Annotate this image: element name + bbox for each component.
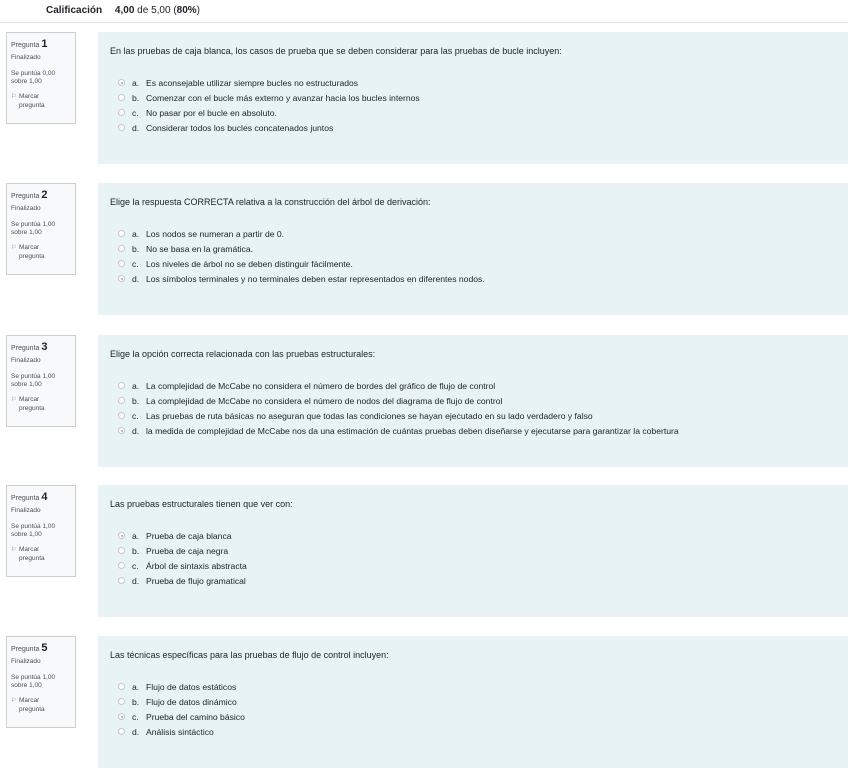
- question-5: [0, 636, 848, 768]
- question-prefix: Pregunta: [11, 495, 40, 502]
- flag-text: [19, 93, 45, 111]
- question-number-value: 3: [41, 341, 48, 353]
- radio-button[interactable]: [118, 230, 125, 237]
- question-info: [6, 32, 76, 124]
- answer-text: Flujo de datos estáticos: [146, 681, 237, 692]
- grade-percent: 80%: [176, 5, 197, 16]
- answer-list: [110, 226, 836, 286]
- question-info: [6, 485, 76, 577]
- flag-line2: pregunta: [19, 404, 45, 412]
- answer-letter: c.: [132, 258, 139, 269]
- answer-text: Los niveles de árbol no se deben distinguir fácilmente.: [146, 258, 353, 269]
- question-number-value: 4: [41, 491, 48, 503]
- answer-option-c[interactable]: [110, 105, 836, 120]
- grade-summary: [0, 0, 848, 23]
- grade-close: ): [196, 5, 201, 16]
- question-grade: [11, 221, 71, 239]
- answer-letter: b.: [132, 92, 140, 103]
- answer-option-b[interactable]: [110, 694, 836, 709]
- question-prefix: Pregunta: [11, 42, 40, 49]
- answer-text: Prueba de flujo gramatical: [146, 575, 246, 586]
- radio-button[interactable]: [118, 275, 125, 282]
- answer-option-d[interactable]: [110, 271, 836, 286]
- answer-text: Prueba de caja negra: [146, 545, 229, 556]
- question-grade-line2: sobre 1,00: [11, 229, 42, 237]
- flag-text: [19, 697, 45, 715]
- answer-option-a[interactable]: [110, 528, 836, 543]
- answer-text: La complejidad de McCabe no considera el número de bordes del gráfico de flujo de control: [146, 380, 496, 391]
- radio-button[interactable]: [118, 94, 125, 101]
- flag-icon: ⚐: [11, 547, 17, 554]
- flag-line1: Marcar: [19, 546, 40, 554]
- question-text: Las pruebas estructurales tienen que ver con:: [110, 499, 293, 509]
- answer-text: Es aconsejable utilizar siempre bucles no estructurados: [146, 77, 359, 88]
- answer-letter: b.: [132, 243, 140, 254]
- answer-letter: a.: [132, 681, 140, 692]
- flag-question-link[interactable]: [11, 93, 71, 111]
- answer-letter: b.: [132, 696, 140, 707]
- flag-icon: ⚐: [11, 698, 17, 705]
- flag-question-link[interactable]: [11, 546, 71, 564]
- question-grade-line1: Se puntúa 0,00: [11, 69, 56, 77]
- question-grade: [11, 674, 71, 692]
- answer-letter: d.: [132, 273, 140, 284]
- radio-button[interactable]: [118, 547, 125, 554]
- flag-question-link[interactable]: [11, 396, 71, 414]
- question-prefix: Pregunta: [11, 646, 40, 653]
- answer-text: Los nodos se numeran a partir de 0.: [146, 228, 285, 239]
- question-state: Finalizado: [11, 657, 41, 665]
- question-number: [11, 37, 71, 52]
- grade-value: 4,00: [114, 5, 135, 16]
- answer-letter: c.: [132, 711, 139, 722]
- answer-list: [110, 75, 836, 135]
- question-grade: [11, 523, 71, 541]
- answer-option-c[interactable]: [110, 558, 836, 573]
- radio-button[interactable]: [118, 698, 125, 705]
- question-number-value: 5: [41, 642, 48, 654]
- answer-option-c[interactable]: [110, 408, 836, 423]
- answer-text: No pasar por el bucle en absoluto.: [146, 107, 277, 118]
- radio-button[interactable]: [118, 683, 125, 690]
- flag-text: [19, 396, 45, 414]
- answer-letter: b.: [132, 395, 140, 406]
- question-state: Finalizado: [11, 506, 41, 514]
- question-state: Finalizado: [11, 204, 41, 212]
- radio-button[interactable]: [118, 532, 125, 539]
- flag-line1: Marcar: [19, 396, 40, 404]
- answer-letter: d.: [132, 122, 140, 133]
- question-content: [98, 32, 848, 164]
- flag-line2: pregunta: [19, 554, 45, 562]
- answer-text: Árbol de sintaxis abstracta: [146, 560, 247, 571]
- question-number: [11, 340, 71, 355]
- answer-letter: a.: [132, 530, 140, 541]
- radio-button[interactable]: [118, 713, 125, 720]
- answer-option-b[interactable]: [110, 393, 836, 408]
- answer-text: Los símbolos terminales y no terminales deben estar representados en diferentes nodos.: [146, 273, 485, 284]
- question-content: [98, 335, 848, 467]
- question-grade-line2: sobre 1,00: [11, 381, 42, 389]
- answer-option-c[interactable]: [110, 256, 836, 271]
- answer-list: [110, 679, 836, 739]
- flag-question-link[interactable]: [11, 244, 71, 262]
- flag-text: [19, 244, 45, 262]
- flag-icon: ⚐: [11, 94, 17, 101]
- question-info: [6, 335, 76, 427]
- radio-button[interactable]: [118, 109, 125, 116]
- answer-list: [110, 378, 836, 438]
- question-grade-line2: sobre 1,00: [11, 78, 42, 86]
- question-1: [0, 32, 848, 164]
- grade-label: Calificación: [46, 5, 103, 16]
- question-grade-line1: Se puntúa 1,00: [11, 220, 56, 228]
- question-text: Elige la opción correcta relacionada con las pruebas estructurales:: [110, 349, 376, 359]
- answer-option-c[interactable]: [110, 709, 836, 724]
- question-info: [6, 636, 76, 728]
- answer-option-b[interactable]: [110, 543, 836, 558]
- question-2: [0, 183, 848, 315]
- question-number: [11, 490, 71, 505]
- radio-button[interactable]: [118, 397, 125, 404]
- radio-button[interactable]: [118, 382, 125, 389]
- question-info: [6, 183, 76, 275]
- question-content: [98, 636, 848, 768]
- question-state: Finalizado: [11, 53, 41, 61]
- grade-out-of: de 5,00 (: [137, 5, 177, 16]
- flag-line1: Marcar: [19, 697, 40, 705]
- flag-icon: ⚐: [11, 245, 17, 252]
- question-grade-line2: sobre 1,00: [11, 682, 42, 690]
- question-number: [11, 641, 71, 656]
- answer-option-a[interactable]: [110, 75, 836, 90]
- radio-button[interactable]: [118, 124, 125, 131]
- question-number-value: 1: [41, 38, 48, 50]
- question-grade-line1: Se puntúa 1,00: [11, 673, 56, 681]
- question-content: [98, 485, 848, 617]
- question-prefix: Pregunta: [11, 345, 40, 352]
- answer-option-a[interactable]: [110, 378, 836, 393]
- answer-text: Prueba del camino básico: [146, 711, 245, 722]
- answer-option-a[interactable]: [110, 226, 836, 241]
- question-prefix: Pregunta: [11, 193, 40, 200]
- answer-text: la medida de complejidad de McCabe nos da una estimación de cuántas pruebas deben diseñarse y ejecutarse para garantizar la cobertura: [146, 425, 679, 436]
- flag-text: [19, 546, 45, 564]
- radio-button[interactable]: [118, 577, 125, 584]
- answer-option-d[interactable]: [110, 120, 836, 135]
- answer-text: Prueba de caja blanca: [146, 530, 232, 541]
- question-text: En las pruebas de caja blanca, los casos de prueba que se deben considerar para las pruebas de bucle incluyen:: [110, 46, 562, 56]
- radio-button[interactable]: [118, 412, 125, 419]
- flag-icon: ⚐: [11, 397, 17, 404]
- radio-button[interactable]: [118, 79, 125, 86]
- answer-option-b[interactable]: [110, 90, 836, 105]
- question-4: [0, 485, 848, 617]
- radio-button[interactable]: [118, 260, 125, 267]
- answer-option-d[interactable]: [110, 573, 836, 588]
- flag-line1: Marcar: [19, 93, 40, 101]
- flag-line2: pregunta: [19, 101, 45, 109]
- radio-button[interactable]: [118, 427, 125, 434]
- answer-option-d[interactable]: [110, 724, 836, 739]
- answer-text: Las pruebas de ruta básicas no aseguran que todas las condiciones se hayan ejecutado en su lado verdadero y falso: [146, 410, 593, 421]
- answer-text: Flujo de datos dinámico: [146, 696, 237, 707]
- answer-letter: a.: [132, 228, 140, 239]
- question-grade: [11, 373, 71, 391]
- question-state: Finalizado: [11, 356, 41, 364]
- question-3: [0, 335, 848, 467]
- question-grade-line2: sobre 1,00: [11, 531, 42, 539]
- answer-text: No se basa en la gramática.: [146, 243, 254, 254]
- question-text: Elige la respuesta CORRECTA relativa a la construcción del árbol de derivación:: [110, 197, 431, 207]
- question-grade-line1: Se puntúa 1,00: [11, 372, 56, 380]
- answer-text: La complejidad de McCabe no considera el número de nodos del diagrama de flujo de control: [146, 395, 503, 406]
- radio-button[interactable]: [118, 728, 125, 735]
- answer-letter: d.: [132, 575, 140, 586]
- flag-line2: pregunta: [19, 252, 45, 260]
- radio-button[interactable]: [118, 562, 125, 569]
- answer-letter: a.: [132, 380, 140, 391]
- flag-line2: pregunta: [19, 705, 45, 713]
- answer-letter: d.: [132, 726, 140, 737]
- answer-text: Análisis sintáctico: [146, 726, 214, 737]
- answer-option-d[interactable]: [110, 423, 836, 438]
- question-text: Las técnicas específicas para las pruebas de flujo de control incluyen:: [110, 650, 389, 660]
- answer-letter: c.: [132, 560, 139, 571]
- answer-letter: a.: [132, 77, 140, 88]
- question-number: [11, 188, 71, 203]
- answer-list: [110, 528, 836, 588]
- question-number-value: 2: [41, 189, 48, 201]
- question-grade-line1: Se puntúa 1,00: [11, 522, 56, 530]
- answer-letter: b.: [132, 545, 140, 556]
- question-grade: [11, 70, 71, 88]
- flag-line1: Marcar: [19, 244, 40, 252]
- radio-button[interactable]: [118, 245, 125, 252]
- question-content: [98, 183, 848, 315]
- answer-option-a[interactable]: [110, 679, 836, 694]
- answer-letter: d.: [132, 425, 140, 436]
- answer-text: Considerar todos los bucles concatenados juntos: [146, 122, 334, 133]
- answer-text: Comenzar con el bucle más externo y avanzar hacia los bucles internos: [146, 92, 420, 103]
- flag-question-link[interactable]: [11, 697, 71, 715]
- answer-letter: c.: [132, 410, 139, 421]
- answer-letter: c.: [132, 107, 139, 118]
- answer-option-b[interactable]: [110, 241, 836, 256]
